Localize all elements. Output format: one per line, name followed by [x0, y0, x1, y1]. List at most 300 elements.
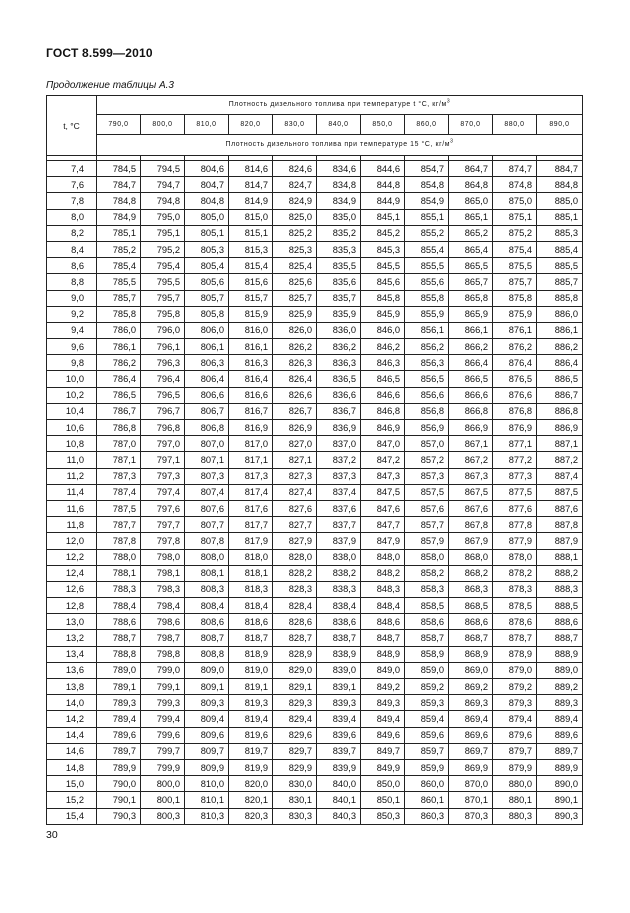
density-cell: 809,0: [185, 662, 229, 678]
density-cell: 826,0: [273, 322, 317, 338]
density-cell: 784,7: [97, 177, 141, 193]
density-cell: 804,6: [185, 161, 229, 177]
density-cell: 855,2: [405, 225, 449, 241]
density-cell: 786,7: [97, 403, 141, 419]
density-cell: 795,2: [141, 241, 185, 257]
density-cell: 878,5: [493, 598, 537, 614]
header-density-at-15-sup: 3: [450, 138, 454, 145]
density-cell: 800,0: [141, 776, 185, 792]
density-cell: 854,7: [405, 161, 449, 177]
density-cell: 886,2: [537, 339, 583, 355]
temperature-cell: 13,0: [47, 614, 97, 630]
density-cell: 808,4: [185, 598, 229, 614]
density-cell: 857,9: [405, 533, 449, 549]
header-density-at-t-sup: 3: [446, 98, 451, 105]
temperature-cell: 8,4: [47, 241, 97, 257]
temperature-cell: 9,4: [47, 322, 97, 338]
column-header-cell: 880,0: [493, 115, 537, 135]
table-row: [47, 484, 583, 500]
density-cell: 819,7: [229, 743, 273, 759]
density-cell: 809,4: [185, 711, 229, 727]
density-cell: 786,4: [97, 371, 141, 387]
temperature-column-header: t, °C: [47, 96, 97, 156]
density-cell: 836,3: [317, 355, 361, 371]
table-row: [47, 209, 583, 225]
density-cell: 816,1: [229, 339, 273, 355]
density-cell: 835,9: [317, 306, 361, 322]
table-row: [47, 306, 583, 322]
density-cell: 884,7: [537, 161, 583, 177]
temperature-cell: 12,4: [47, 565, 97, 581]
temperature-cell: 10,6: [47, 420, 97, 436]
temperature-cell: 7,4: [47, 161, 97, 177]
density-cell: 825,6: [273, 274, 317, 290]
density-cell: 799,0: [141, 662, 185, 678]
density-cell: 829,0: [273, 662, 317, 678]
density-cell: 807,8: [185, 533, 229, 549]
density-cell: 810,1: [185, 792, 229, 808]
density-cell: 815,0: [229, 209, 273, 225]
density-cell: 845,5: [361, 258, 405, 274]
column-header-cell: 820,0: [229, 115, 273, 135]
table-row: [47, 565, 583, 581]
density-cell: 829,7: [273, 743, 317, 759]
density-cell: 815,7: [229, 290, 273, 306]
density-cell: 856,5: [405, 371, 449, 387]
temperature-cell: 9,2: [47, 306, 97, 322]
density-cell: 806,8: [185, 420, 229, 436]
density-cell: 815,1: [229, 225, 273, 241]
density-cell: 798,8: [141, 646, 185, 662]
density-cell: 867,9: [449, 533, 493, 549]
density-cell: 807,6: [185, 500, 229, 516]
density-cell: 795,7: [141, 290, 185, 306]
density-cell: 788,6: [97, 614, 141, 630]
density-cell: 849,2: [361, 679, 405, 695]
density-cell: 847,3: [361, 468, 405, 484]
density-cell: 859,7: [405, 743, 449, 759]
density-cell: 795,8: [141, 306, 185, 322]
density-cell: 829,4: [273, 711, 317, 727]
density-cell: 785,1: [97, 225, 141, 241]
density-cell: 867,6: [449, 500, 493, 516]
table-row: [47, 711, 583, 727]
density-cell: 867,5: [449, 484, 493, 500]
density-cell: 838,2: [317, 565, 361, 581]
density-cell: 788,8: [97, 646, 141, 662]
density-cell: 865,1: [449, 209, 493, 225]
density-cell: 806,6: [185, 387, 229, 403]
density-cell: 788,3: [97, 581, 141, 597]
density-cell: 824,6: [273, 161, 317, 177]
temperature-cell: 10,8: [47, 436, 97, 452]
density-cell: 828,2: [273, 565, 317, 581]
density-cell: 799,7: [141, 743, 185, 759]
density-cell: 834,6: [317, 161, 361, 177]
density-cell: 819,3: [229, 695, 273, 711]
density-cell: 819,4: [229, 711, 273, 727]
density-cell: 857,7: [405, 517, 449, 533]
density-cell: 860,0: [405, 776, 449, 792]
density-cell: 830,0: [273, 776, 317, 792]
density-cell: 875,2: [493, 225, 537, 241]
density-cell: 866,5: [449, 371, 493, 387]
density-cell: 848,0: [361, 549, 405, 565]
density-cell: 824,9: [273, 193, 317, 209]
density-cell: 857,2: [405, 452, 449, 468]
density-cell: 816,9: [229, 420, 273, 436]
density-cell: 877,1: [493, 436, 537, 452]
density-cell: 788,0: [97, 549, 141, 565]
temperature-cell: 9,8: [47, 355, 97, 371]
density-cell: 789,1: [97, 679, 141, 695]
temperature-cell: 13,8: [47, 679, 97, 695]
density-cell: 885,4: [537, 241, 583, 257]
density-cell: 857,6: [405, 500, 449, 516]
density-cell: 855,6: [405, 274, 449, 290]
density-cell: 857,5: [405, 484, 449, 500]
density-cell: 807,3: [185, 468, 229, 484]
density-cell: 875,5: [493, 258, 537, 274]
density-cell: 809,9: [185, 759, 229, 775]
density-cell: 848,3: [361, 581, 405, 597]
density-cell: 808,7: [185, 630, 229, 646]
density-cell: 805,1: [185, 225, 229, 241]
density-cell: 805,3: [185, 241, 229, 257]
density-cell: 820,3: [229, 808, 273, 824]
temperature-cell: 10,4: [47, 403, 97, 419]
density-cell: 887,6: [537, 500, 583, 516]
density-cell: 877,2: [493, 452, 537, 468]
density-cell: 875,1: [493, 209, 537, 225]
density-cell: 839,1: [317, 679, 361, 695]
table-row: [47, 646, 583, 662]
density-cell: 876,2: [493, 339, 537, 355]
density-cell: 786,5: [97, 387, 141, 403]
density-cell: 785,2: [97, 241, 141, 257]
temperature-cell: 8,6: [47, 258, 97, 274]
table-row: [47, 549, 583, 565]
density-cell: 885,3: [537, 225, 583, 241]
temperature-cell: 14,6: [47, 743, 97, 759]
density-cell: 868,7: [449, 630, 493, 646]
density-cell: 795,4: [141, 258, 185, 274]
density-cell: 798,6: [141, 614, 185, 630]
density-cell: 798,3: [141, 581, 185, 597]
density-cell: 865,5: [449, 258, 493, 274]
density-cell: 806,0: [185, 322, 229, 338]
density-cell: 889,3: [537, 695, 583, 711]
density-cell: 867,3: [449, 468, 493, 484]
density-cell: 784,8: [97, 193, 141, 209]
density-cell: 876,1: [493, 322, 537, 338]
density-cell: 796,8: [141, 420, 185, 436]
density-cell: 877,5: [493, 484, 537, 500]
density-cell: 839,4: [317, 711, 361, 727]
density-cell: 875,4: [493, 241, 537, 257]
density-cell: 846,8: [361, 403, 405, 419]
table-row: [47, 614, 583, 630]
density-cell: 835,3: [317, 241, 361, 257]
density-cell: 819,0: [229, 662, 273, 678]
table-body: [47, 156, 583, 825]
density-cell: 796,0: [141, 322, 185, 338]
table-row: [47, 776, 583, 792]
density-cell: 875,0: [493, 193, 537, 209]
density-cell: 875,8: [493, 290, 537, 306]
density-cell: 814,9: [229, 193, 273, 209]
density-cell: 798,1: [141, 565, 185, 581]
density-cell: 866,6: [449, 387, 493, 403]
density-cell: 839,3: [317, 695, 361, 711]
density-cell: 855,1: [405, 209, 449, 225]
density-cell: 816,6: [229, 387, 273, 403]
density-cell: 807,1: [185, 452, 229, 468]
density-cell: 848,2: [361, 565, 405, 581]
table-caption: Продолжение таблицы А.3: [46, 80, 174, 91]
temperature-cell: 13,4: [47, 646, 97, 662]
density-cell: 788,4: [97, 598, 141, 614]
temperature-cell: 11,0: [47, 452, 97, 468]
temperature-cell: 14,0: [47, 695, 97, 711]
header-density-at-15-text: Плотность дизельного топлива при температуре 15 °C, кг/м: [225, 141, 451, 148]
density-cell: 845,1: [361, 209, 405, 225]
density-cell: 828,7: [273, 630, 317, 646]
density-cell: 829,3: [273, 695, 317, 711]
density-table: [46, 95, 583, 825]
density-cell: 837,6: [317, 500, 361, 516]
density-cell: 787,1: [97, 452, 141, 468]
density-cell: 855,8: [405, 290, 449, 306]
density-cell: 809,6: [185, 727, 229, 743]
table-row: [47, 436, 583, 452]
density-cell: 887,1: [537, 436, 583, 452]
density-cell: 866,4: [449, 355, 493, 371]
density-cell: 878,2: [493, 565, 537, 581]
density-cell: 887,8: [537, 517, 583, 533]
density-cell: 800,3: [141, 808, 185, 824]
density-cell: 858,6: [405, 614, 449, 630]
table-row: [47, 743, 583, 759]
density-cell: 880,1: [493, 792, 537, 808]
density-cell: 835,7: [317, 290, 361, 306]
density-cell: 799,3: [141, 695, 185, 711]
density-cell: 828,4: [273, 598, 317, 614]
density-cell: 789,4: [97, 711, 141, 727]
density-cell: 819,1: [229, 679, 273, 695]
density-cell: 886,8: [537, 403, 583, 419]
density-cell: 816,0: [229, 322, 273, 338]
density-cell: 794,5: [141, 161, 185, 177]
density-cell: 819,9: [229, 759, 273, 775]
table-row: [47, 727, 583, 743]
table-row: [47, 339, 583, 355]
density-cell: 886,9: [537, 420, 583, 436]
density-cell: 865,7: [449, 274, 493, 290]
density-cell: 869,2: [449, 679, 493, 695]
density-cell: 830,3: [273, 808, 317, 824]
table-row: [47, 355, 583, 371]
density-cell: 889,7: [537, 743, 583, 759]
density-cell: 835,0: [317, 209, 361, 225]
density-cell: 798,4: [141, 598, 185, 614]
density-cell: 887,2: [537, 452, 583, 468]
density-cell: 796,1: [141, 339, 185, 355]
density-cell: 836,7: [317, 403, 361, 419]
density-cell: 868,0: [449, 549, 493, 565]
density-cell: 888,3: [537, 581, 583, 597]
density-cell: 869,4: [449, 711, 493, 727]
density-cell: 816,7: [229, 403, 273, 419]
density-cell: 844,9: [361, 193, 405, 209]
table-header: [47, 96, 583, 156]
column-header-cell: 890,0: [537, 115, 583, 135]
temperature-cell: 11,4: [47, 484, 97, 500]
density-cell: 886,7: [537, 387, 583, 403]
density-cell: 835,2: [317, 225, 361, 241]
table-row: [47, 258, 583, 274]
table-row: [47, 517, 583, 533]
density-cell: 879,0: [493, 662, 537, 678]
density-cell: 837,2: [317, 452, 361, 468]
density-cell: 816,3: [229, 355, 273, 371]
density-cell: 817,0: [229, 436, 273, 452]
density-cell: 888,2: [537, 565, 583, 581]
table-row: [47, 177, 583, 193]
density-cell: 785,7: [97, 290, 141, 306]
density-cell: 856,6: [405, 387, 449, 403]
density-cell: 865,8: [449, 290, 493, 306]
density-cell: 817,9: [229, 533, 273, 549]
density-cell: 860,1: [405, 792, 449, 808]
density-cell: 859,2: [405, 679, 449, 695]
density-cell: 794,7: [141, 177, 185, 193]
density-cell: 884,8: [537, 177, 583, 193]
density-cell: 786,1: [97, 339, 141, 355]
density-cell: 807,0: [185, 436, 229, 452]
density-cell: 797,7: [141, 517, 185, 533]
density-cell: 858,7: [405, 630, 449, 646]
table-row: [47, 662, 583, 678]
density-cell: 837,9: [317, 533, 361, 549]
table-row: [47, 241, 583, 257]
density-cell: 856,1: [405, 322, 449, 338]
density-cell: 850,0: [361, 776, 405, 792]
temperature-cell: 9,6: [47, 339, 97, 355]
density-cell: 789,6: [97, 727, 141, 743]
density-cell: 804,7: [185, 177, 229, 193]
temperature-cell: 7,6: [47, 177, 97, 193]
density-cell: 827,7: [273, 517, 317, 533]
density-cell: 868,6: [449, 614, 493, 630]
density-cell: 874,8: [493, 177, 537, 193]
density-cell: 854,8: [405, 177, 449, 193]
density-cell: 868,2: [449, 565, 493, 581]
density-cell: 827,6: [273, 500, 317, 516]
density-cell: 806,7: [185, 403, 229, 419]
table-row: [47, 322, 583, 338]
density-cell: 818,9: [229, 646, 273, 662]
density-cell: 886,4: [537, 355, 583, 371]
density-cell: 885,8: [537, 290, 583, 306]
density-cell: 827,4: [273, 484, 317, 500]
density-cell: 788,1: [97, 565, 141, 581]
temperature-cell: 8,2: [47, 225, 97, 241]
density-cell: 887,9: [537, 533, 583, 549]
density-cell: 846,6: [361, 387, 405, 403]
density-cell: 847,0: [361, 436, 405, 452]
temperature-cell: 14,4: [47, 727, 97, 743]
density-cell: 825,9: [273, 306, 317, 322]
density-cell: 858,3: [405, 581, 449, 597]
density-cell: 849,7: [361, 743, 405, 759]
table-row: [47, 759, 583, 775]
density-cell: 817,1: [229, 452, 273, 468]
density-cell: 855,9: [405, 306, 449, 322]
density-cell: 868,3: [449, 581, 493, 597]
density-cell: 826,7: [273, 403, 317, 419]
density-cell: 827,1: [273, 452, 317, 468]
density-cell: 868,9: [449, 646, 493, 662]
column-header-cell: 870,0: [449, 115, 493, 135]
temperature-cell: 7,8: [47, 193, 97, 209]
density-cell: 837,0: [317, 436, 361, 452]
density-cell: 815,3: [229, 241, 273, 257]
density-cell: 839,7: [317, 743, 361, 759]
density-cell: 848,6: [361, 614, 405, 630]
density-cell: 846,5: [361, 371, 405, 387]
density-cell: 808,1: [185, 565, 229, 581]
density-cell: 888,9: [537, 646, 583, 662]
density-cell: 875,7: [493, 274, 537, 290]
density-cell: 877,9: [493, 533, 537, 549]
density-cell: 836,0: [317, 322, 361, 338]
density-cell: 824,7: [273, 177, 317, 193]
density-cell: 878,7: [493, 630, 537, 646]
density-cell: 866,2: [449, 339, 493, 355]
density-cell: 787,5: [97, 500, 141, 516]
density-cell: 876,6: [493, 387, 537, 403]
density-cell: 869,6: [449, 727, 493, 743]
density-cell: 837,3: [317, 468, 361, 484]
density-cell: 818,4: [229, 598, 273, 614]
density-cell: 809,7: [185, 743, 229, 759]
density-cell: 878,3: [493, 581, 537, 597]
density-cell: 799,1: [141, 679, 185, 695]
density-cell: 879,9: [493, 759, 537, 775]
density-cell: 859,6: [405, 727, 449, 743]
density-cell: 787,7: [97, 517, 141, 533]
density-cell: 840,0: [317, 776, 361, 792]
density-cell: 818,0: [229, 549, 273, 565]
density-cell: 796,7: [141, 403, 185, 419]
density-cell: 818,6: [229, 614, 273, 630]
density-cell: 818,3: [229, 581, 273, 597]
density-cell: 869,9: [449, 759, 493, 775]
density-cell: 858,2: [405, 565, 449, 581]
column-header-cell: 830,0: [273, 115, 317, 135]
density-cell: 890,0: [537, 776, 583, 792]
density-cell: 859,9: [405, 759, 449, 775]
density-cell: 795,0: [141, 209, 185, 225]
density-cell: 826,2: [273, 339, 317, 355]
density-cell: 849,0: [361, 662, 405, 678]
density-cell: 889,0: [537, 662, 583, 678]
density-cell: 799,4: [141, 711, 185, 727]
density-cell: 877,8: [493, 517, 537, 533]
density-cell: 847,9: [361, 533, 405, 549]
density-cell: 787,0: [97, 436, 141, 452]
